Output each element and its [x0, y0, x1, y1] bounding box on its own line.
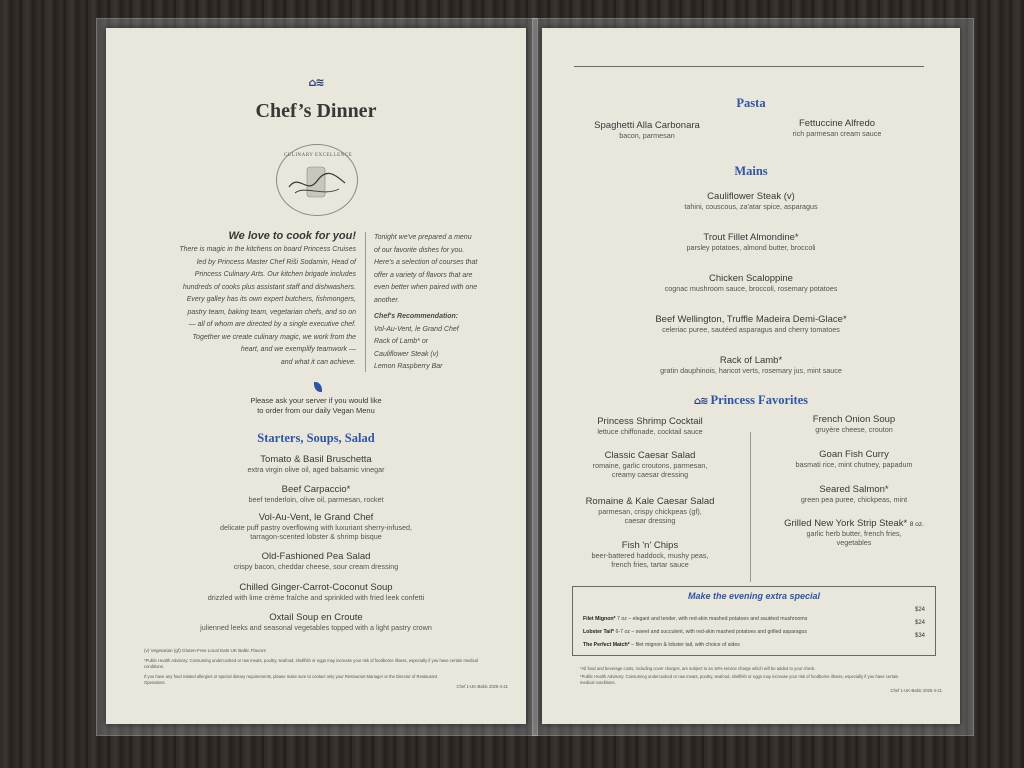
dish-name	[764, 518, 944, 529]
intro-heading: We love to cook for you!	[228, 230, 356, 242]
tonight-line: of our favorite dishes for you.	[374, 246, 465, 254]
dish-name: Rack of Lamb*	[719, 355, 783, 366]
allergy-note: If you have any food related allergies or special dietary requirements, please make sure to contact only your Restaurant Manager or the Director of Restaurant Operations.	[144, 674, 438, 685]
dish-name: Spaghetti Alla Carbonara	[594, 120, 700, 131]
mains-heading: Mains	[734, 164, 768, 178]
dish-name: Fish 'n' Chips	[621, 540, 679, 551]
dish-name: Beef Carpaccio*	[281, 484, 351, 495]
intro-line: hundreds of cooks plus assistant staff and dishwashers.	[182, 283, 356, 291]
dish-name: Tomato & Basil Bruschetta	[260, 454, 372, 465]
menu-item	[764, 414, 944, 449]
dish-description: gruyère cheese, crouton	[815, 425, 893, 434]
dish-description: garlic herb butter, french fries,	[806, 529, 902, 538]
pasta-heading: Pasta	[736, 96, 766, 110]
menu-item	[562, 416, 738, 450]
menu-item	[764, 518, 944, 547]
menu-item	[106, 454, 526, 484]
seal-text: CULINARY EXCELLENCE	[283, 153, 353, 158]
menu-item	[542, 314, 960, 355]
menu-item	[106, 512, 526, 551]
menu-code: Chef 1-UK-Baltic 2025-4-21	[890, 688, 942, 693]
recommendation-line: Cauliflower Steak (v)	[374, 350, 439, 358]
dish-name: Oxtail Soup en Croute	[269, 612, 363, 623]
favorites-heading	[542, 393, 960, 408]
dish-name: Vol-Au-Vent, le Grand Chef	[258, 512, 374, 523]
intro-line: heart, and we exemplify teamwork —	[240, 346, 356, 353]
special-detail: 6-7 oz – sweet and succulent, with red-skin mashed potatoes and grilled asparagus	[615, 629, 807, 635]
intro-divider	[365, 232, 366, 372]
dish-description: parsley potatoes, almond butter, broccoli	[686, 243, 816, 252]
mains-list	[542, 191, 960, 385]
recommendation-line: Vol-Au-Vent, le Grand Chef	[374, 325, 459, 333]
favorites-right-list	[764, 414, 944, 547]
dish-description: lettuce chiffonade, cocktail sauce	[597, 427, 703, 436]
extra-special-box	[572, 586, 936, 656]
dish-size: 8 oz.	[909, 521, 924, 528]
dietary-legend: (v) Vegetarian (gf) Gluten-Free Local Eats UK Baltic Flavors	[144, 648, 266, 653]
dish-description: basmati rice, mint chutney, papadum	[795, 460, 913, 469]
intro-line: Princess Culinary Arts. Our kitchen brigade includes	[194, 271, 356, 278]
health-advisory: *Public Health Advisory: Consuming undercooked or raw meats, poultry, seafood, shellfish or eggs may increase your risk of foodborne illness, especially if you have certain medical conditions.	[144, 658, 478, 669]
menu-item	[106, 582, 526, 612]
menu-item	[562, 540, 738, 569]
intro-line: led by Princess Master Chef Riši Sodamin, Head of	[196, 258, 356, 266]
recommendation-heading: Chef's Recommendation:	[374, 313, 459, 320]
tonight-paragraph	[374, 232, 514, 374]
dish-description: parmesan, crispy chickpeas (gf),	[598, 507, 702, 516]
menu-item	[562, 496, 738, 540]
menu-item	[106, 612, 526, 640]
menu-item	[764, 449, 944, 484]
dish-description: bacon, parmesan	[619, 131, 675, 140]
menu-item	[542, 355, 960, 385]
menu-item	[542, 273, 960, 314]
menu-title: Chef’s Dinner	[255, 100, 377, 122]
pasta-item	[572, 120, 722, 140]
dish-description: caesar dressing	[624, 516, 676, 525]
special-name: Filet Mignon*	[583, 616, 616, 622]
dish-name: Goan Fish Curry	[819, 449, 889, 460]
top-rule	[574, 66, 924, 67]
special-detail: – filet mignon & lobster tail, with choice of sides	[631, 642, 740, 648]
vegan-note-line: to order from our daily Vegan Menu	[257, 406, 375, 415]
special-price: $34	[914, 633, 925, 639]
favorites-left-list	[562, 416, 738, 569]
vegan-note	[106, 396, 526, 416]
tonight-line: another.	[374, 296, 400, 304]
dish-name: Old-Fashioned Pea Salad	[261, 551, 371, 562]
dish-name: Princess Shrimp Cocktail	[597, 416, 703, 427]
special-item	[583, 642, 740, 648]
menu-item	[562, 450, 738, 496]
dish-name: Beef Wellington, Truffle Madeira Demi-Glace*	[655, 314, 847, 325]
special-detail: 7 oz – elegant and tender, with red-skin mashed potatoes and sautéed mushrooms	[617, 616, 808, 622]
special-name: Lobster Tail*	[583, 629, 615, 635]
dish-description: celeriac puree, sautéed asparagus and cherry tomatoes	[662, 325, 840, 334]
dish-description: rich parmesan cream sauce	[792, 129, 882, 138]
princess-logo: ⌂≋	[308, 76, 324, 89]
dish-name: Fettuccine Alfredo	[798, 118, 876, 129]
dish-description: vegetables	[836, 538, 872, 547]
intro-line: Every galley has its own expert butchers, fishmongers,	[186, 296, 356, 303]
starters-heading: Starters, Soups, Salad	[257, 431, 375, 445]
dish-name: Romaine & Kale Caesar Salad	[585, 496, 715, 507]
tonight-line: even better when paired with one	[374, 284, 478, 291]
special-row	[583, 633, 925, 651]
favorites-divider	[750, 432, 751, 582]
dish-description: julienned leeks and seasonal vegetables topped with a light pastry crown	[200, 623, 432, 632]
vegan-leaf-icon	[314, 382, 322, 392]
dish-description: tahini, couscous, za'atar spice, asparagus	[684, 202, 818, 211]
menu-item	[764, 484, 944, 518]
starters-list	[106, 454, 526, 640]
dish-name: Chilled Ginger-Carrot-Coconut Soup	[239, 582, 393, 593]
intro-line: — all of whom are directed by a single executive chef.	[188, 321, 356, 328]
dish-description: romaine, garlic croutons, parmesan,	[592, 461, 708, 470]
dish-name: Chicken Scaloppine	[709, 273, 793, 284]
menu-code: Chef 1-UK-Baltic 2025-4-21	[456, 684, 508, 689]
special-heading: Make the evening extra special	[687, 591, 821, 601]
intro-paragraph	[116, 244, 356, 369]
dish-description: green pea puree, chickpeas, mint	[800, 495, 908, 504]
dish-description: cognac mushroom sauce, broccoli, rosemary potatoes	[664, 284, 838, 293]
tonight-line: Here's a selection of courses that	[374, 259, 478, 266]
special-price: $24	[914, 620, 925, 626]
dish-description: gratin dauphinois, haricot verts, rosemary jus, mint sauce	[660, 366, 842, 375]
dish-description: beef tenderloin, olive oil, parmesan, rocket	[248, 495, 384, 504]
dish-name: French Onion Soup	[812, 414, 896, 425]
culinary-excellence-seal	[276, 144, 358, 216]
left-menu-page	[106, 28, 526, 724]
menu-item	[106, 484, 526, 512]
dish-description: delicate puff pastry overflowing with luxuriant sherry-infused,	[219, 523, 413, 532]
service-charge-note: *All food and beverage costs, including cover charges, are subject to an 18% service charge which will be added to your check.	[580, 666, 816, 671]
dish-description: creamy caesar dressing	[611, 470, 689, 479]
pasta-item	[752, 118, 922, 138]
princess-logo-small: ⌂≋	[693, 396, 708, 407]
dish-description: drizzled with lime crème fraîche and sprinkled with fried leek confetti	[207, 593, 425, 602]
favorites-heading-label: Princess Favorites	[710, 393, 809, 407]
vegan-note-line: Please ask your server if you would like	[250, 396, 382, 405]
special-name: The Perfect Match*	[583, 642, 630, 648]
tonight-line: Tonight we've prepared a menu	[374, 234, 472, 241]
menu-item	[106, 551, 526, 582]
dish-name: Classic Caesar Salad	[604, 450, 696, 461]
recommendation-line: Lemon Raspberry Bar	[374, 363, 443, 370]
dish-name: Trout Fillet Almondine*	[703, 232, 799, 243]
menu-item	[542, 191, 960, 232]
tonight-line: offer a variety of flavors that are	[374, 271, 473, 279]
intro-line: Together we create culinary magic, we work from the	[192, 333, 356, 341]
dish-description: beer-battered haddock, mushy peas,	[591, 551, 709, 560]
intro-line: pastry team, baking team, vegetarian chefs, and so on	[187, 308, 356, 316]
menu-item	[542, 232, 960, 273]
dish-name: Seared Salmon*	[819, 484, 889, 495]
recommendation-line: Rack of Lamb* or	[374, 338, 429, 345]
dish-description: crispy bacon, cheddar cheese, sour cream dressing	[233, 562, 399, 571]
dish-name-label: Grilled New York Strip Steak*	[784, 518, 908, 529]
right-menu-page	[542, 28, 960, 724]
dish-name: Cauliflower Steak (v)	[707, 191, 795, 202]
dish-description: french fries, tartar sauce	[611, 560, 689, 569]
intro-line: There is magic in the kitchens on board Princess Cruises	[179, 246, 356, 253]
intro-line: and what it can achieve.	[280, 358, 356, 366]
health-advisory: *Public Health Advisory: Consuming undercooked or raw meats, poultry, seafood, shellfish or eggs may increase your risk of foodborne illness, especially if you have certain medical conditions.	[580, 674, 899, 685]
dish-description: tarragon-scented lobster & shrimp bisque	[250, 532, 382, 541]
special-price: $24	[914, 607, 925, 613]
dish-description: extra virgin olive oil, aged balsamic vinegar	[247, 465, 385, 474]
